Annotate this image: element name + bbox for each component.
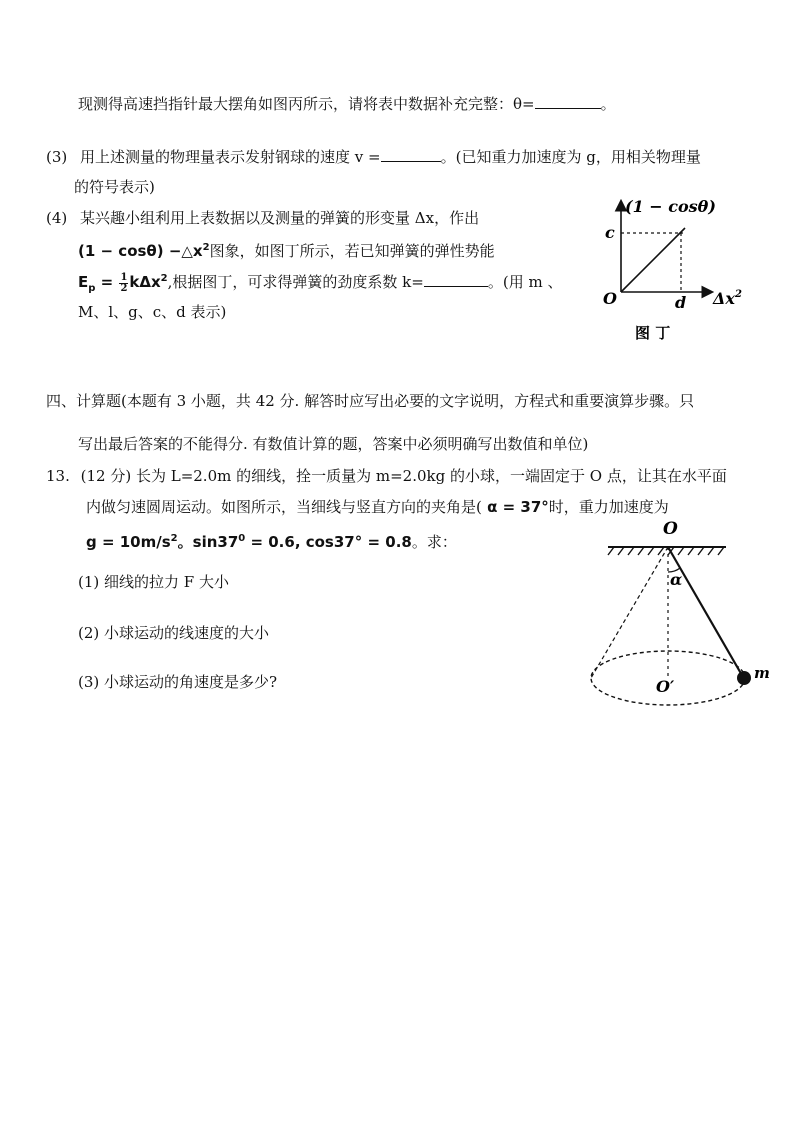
graph-line — [621, 228, 685, 292]
q13-sub2: (2) 小球运动的线速度的大小 — [78, 624, 270, 642]
section4-line1: 四、计算题(本题有 3 小题，共 42 分. 解答时应写出必要的文字说明，方程式和重要演算步骤。只 — [46, 392, 695, 410]
q12-measure-text: 现测得高速挡指针最大摆角如图丙所示，请将表中数据补充完整：θ= — [78, 95, 535, 113]
x-axis-label: $\Delta x^2$ — [713, 289, 742, 308]
origin-label: O — [603, 289, 617, 308]
ceiling-hatch — [608, 547, 724, 555]
part4-line3: $E_p$ = $\frac{1}{2}$ kΔx$^2$,根据图丁，可求得弹簧的劲度系数 k= 。(用 m 、 — [78, 271, 563, 294]
y-axis-label: (1 − cosθ) — [625, 197, 716, 216]
velocity-answer-blank[interactable] — [381, 146, 441, 162]
string — [668, 547, 743, 677]
part3-line2: 的符号表示) — [74, 178, 155, 196]
ball — [737, 671, 751, 685]
fraction-half: $\frac{1}{2}$ — [120, 271, 128, 294]
section4-line2: 写出最后答案的不能得分. 有数值计算的题，答案中必须明确写出数值和单位) — [78, 435, 589, 453]
cone-figure — [580, 512, 780, 722]
q13-line3: $g = 10m/s^2$。$\sin 37^0 = 0.6$, cos37° = 0.8。求： — [86, 533, 457, 551]
q13-sub3: (3) 小球运动的角速度是多少? — [78, 673, 278, 691]
part4-line4: M、l、g、c、d 表示) — [78, 303, 227, 321]
pivot-label: O — [663, 519, 678, 539]
graph-ding — [595, 190, 765, 350]
q13-sub1: (1) 细线的拉力 F 大小 — [78, 573, 229, 591]
part3-line1: (3) 用上述测量的物理量表示发射钢球的速度 v = 。(已知重力加速度为 g，用相关物理量 — [46, 148, 701, 166]
angle-label: α — [670, 570, 683, 589]
q12-measure-line: 现测得高速挡指针最大摆角如图丙所示，请将表中数据补充完整：θ= 。 — [78, 95, 616, 113]
center-label: O′ — [656, 677, 675, 696]
part4-line1: (4) 某兴趣小组利用上表数据以及测量的弹簧的形变量 Δx，作出 — [46, 209, 480, 227]
k-answer-blank[interactable] — [424, 271, 488, 287]
graph-caption: 图 丁 — [635, 324, 671, 342]
formula-ep: E — [78, 273, 89, 291]
cone-left-dashed — [591, 547, 668, 678]
mass-label: m — [754, 664, 770, 682]
q13-line2: 内做匀速圆周运动。如图所示，当细线与竖直方向的夹角是( α = 37°时，重力加速度为 — [86, 498, 669, 516]
part4-line2: $(1 - \cos\theta) -\triangle x^2$图象，如图丁所示，若已知弹簧的弹性势能 — [78, 242, 495, 260]
d-label: d — [675, 293, 687, 312]
theta-answer-blank[interactable] — [535, 93, 601, 109]
formula-1-cos: (1 − cosθ) −△x — [78, 242, 203, 260]
q13-line1: 13. (12 分) 长为 L=2.0m 的细线，拴一质量为 m=2.0kg 的小球，一端固定于 O 点，让其在水平面 — [46, 467, 727, 485]
q13-number: 13. — [46, 467, 70, 485]
c-label: c — [605, 223, 615, 242]
